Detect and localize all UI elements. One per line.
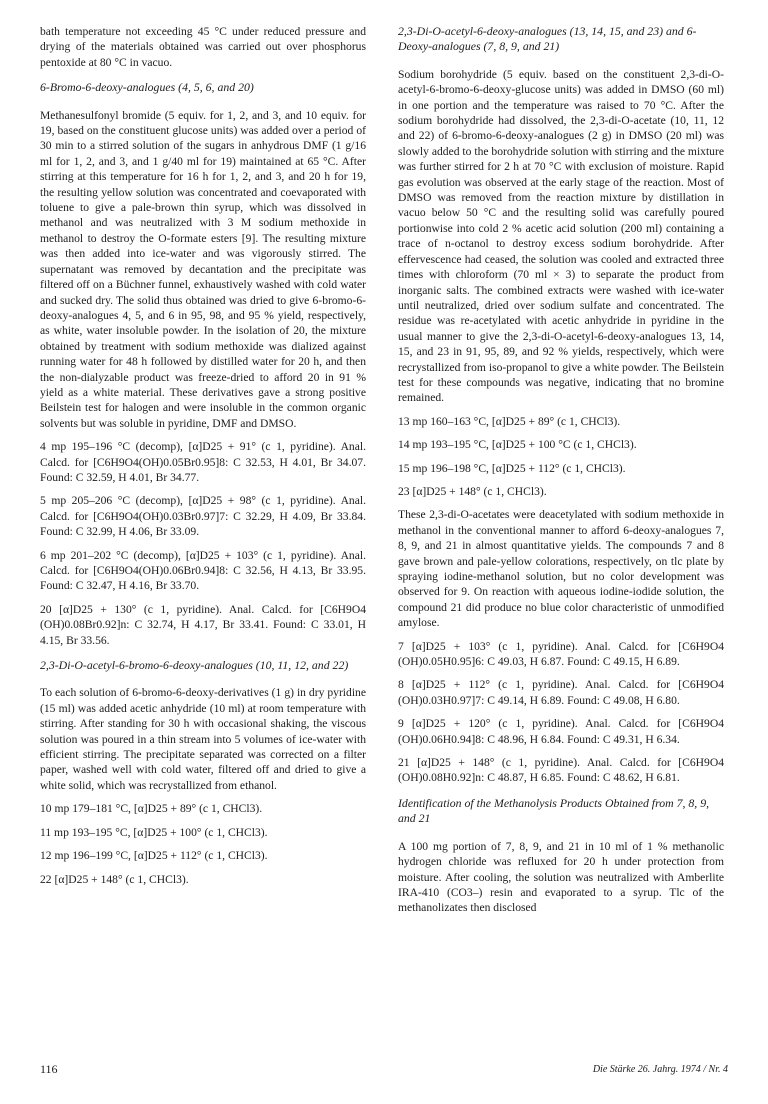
compound-entry-10: 10 mp 179–181 °C, [α]D25 + 89° (c 1, CHCl3).	[40, 802, 263, 816]
intro-paragraph: bath temperature not exceeding 45 °C under reduced pressure and drying of the materials obtained was carried out over phosphorus pentoxide at 80 °C in vacuo.	[40, 25, 366, 69]
section-heading-acetyl-deoxy: 2,3-Di-O-acetyl-6-deoxy-analogues (13, 14, 15, and 23) and 6-Deoxy-analogues (7, 8, 9, and 21)	[398, 24, 697, 54]
compound-entry-4: 4 mp 195–196 °C (decomp), [α]D25 + 91° (c 1, pyridine). Anal. Calcd. for [C6H9O4(OH)0.05Br0.95]8: C 32.53, H 4.01, Br 34.07. Found: C 32.59, H 4.01, Br 34.77.	[40, 440, 366, 484]
compound-entry-15: 15 mp 196–198 °C, [α]D25 + 112° (c 1, CHCl3).	[398, 461, 626, 475]
bromo-paragraph: Methanesulfonyl bromide (5 equiv. for 1, 2, and 3, and 10 equiv. for 19, based on the constituent glucose units) was added over a period of 30 min to a stirred solution of the sugars in anhydrous DMF (1 g/16 ml for 1, 2, and 3, and 1 g/40 ml for 19) maintained at 65 °C. After stirring at this temperature for 16 h for 1, 2, and 3, and 20 h for 19, the resulting yellow solution was concentrated and coevaporated with toluene to give a pale-brown thin syrup, which was dissolved in methanol and was neutralized with 3 M sodium methoxide in methanol to destroy the O-formate esters [9]. The resulting mixture was then added into ice-water and was vigorously stirred. The supernatant was removed by decantation and the precipitate was filtered off on a Büchner funnel, exhaustively washed with cold water and sucked dry. The solid thus obtained was dried to give 6-bromo-6-deoxy-analogues 4, 5, and 6 in 95, 98, and 95 % yield, respectively, as white, water insoluble powder. In the isolation of 20, the mixture obtained by treatment with sodium methoxide was dialized against running water for 48 h followed by distilled water for 20 h, and then the non-dialyzable product was freeze-dried to afford 20 in 91 % yield as a white material. These derivatives gave a strong positive Beilstein test for halogen and were insoluble in the common organic solvents but was soluble in pyridine, DMF and DMSO.	[40, 108, 366, 430]
compound-entry-5: 5 mp 205–206 °C (decomp), [α]D25 + 98° (c 1, pyridine). Anal. Calcd. for [C6H9O4(OH)0.03Br0.97]7: C 32.29, H 4.09, Br 33.84. Found: C 32.99, H 4.06, Br 33.09.	[40, 494, 366, 539]
deacetylation-paragraph: These 2,3-di-O-acetates were deacetylated with sodium methoxide in methanol in the conventional manner to afford 6-deoxy-analogues 7, 8, 9, and 21 in almost quantitative yields. The compounds 7 and 8 gave brown and pale-yellow colorations, respectively, on tlc plate by spraying iodine-methanol solution, but no color development was observed for 9. On reaction with aqueous iodine-iodide solution, the compound 21 did produce no blue color characteristic of unmodified amylose.	[398, 508, 724, 630]
compound-entry-6: 6 mp 201–202 °C (decomp), [α]D25 + 103° (c 1, pyridine). Anal. Calcd. for [C6H9O4(OH)0.06Br0.94]8: C 32.56, H 4.13, Br 33.95. Found: C 32.47, H 4.16, Br 33.70.	[40, 548, 366, 593]
compound-entry-9: 9 [α]D25 + 120° (c 1, pyridine). Anal. Calcd. for [C6H9O4 (OH)0.06H0.94]8: C 48.96, H 6.84. Found: C 49.31, H 6.34.	[398, 717, 724, 746]
acetyl-bromo-paragraph: To each solution of 6-bromo-6-deoxy-derivatives (1 g) in dry pyridine (15 ml) was added acetic anhydride (10 ml) at room temperature with stirring. After standing for 30 h with occasional shaking, the viscous solution was poured in a thin stream into 5 volumes of ice-water with efficient stirring. The precipitate separated was corrected on a filter paper, washed well with cold water, filtered off and dried to give a white solid, which was recrystallized from ethanol.	[40, 686, 366, 792]
compound-entry-21: 21 [α]D25 + 148° (c 1, pyridine). Anal. Calcd. for [C6H9O4 (OH)0.08H0.92]n: C 48.87, H 6.85. Found: C 48.62, H 6.81.	[398, 756, 724, 785]
compound-entry-22: 22 [α]D25 + 148° (c 1, CHCl3).	[40, 872, 189, 886]
compound-entry-23: 23 [α]D25 + 148° (c 1, CHCl3).	[398, 484, 547, 498]
section-heading-methanolysis: Identification of the Methanolysis Products Obtained from 7, 8, 9, and 21	[398, 795, 710, 826]
compound-entry-20: 20 [α]D25 + 130° (c 1, pyridine). Anal. Calcd. for [C6H9O4 (OH)0.08Br0.92]n: C 32.74, H 4.17, Br 33.41. Found: C 33.01, H 4.15, Br 33.56.	[40, 602, 366, 647]
section-heading-bromo: 6-Bromo-6-deoxy-analogues (4, 5, 6, and 20)	[40, 80, 254, 95]
compound-entry-12: 12 mp 196–199 °C, [α]D25 + 112° (c 1, CHCl3).	[40, 849, 268, 863]
borohydride-paragraph: Sodium borohydride (5 equiv. based on the constituent 2,3-di-O-acetyl-6-bromo-6-deoxy-glucose units) was added in DMSO (60 ml) in one portion and the temperature was raised to 70 °C. After the sodium borohydride had dissolved, the 2,3-di-O-acetate (10, 11, 12 and 22) of 6-bromo-6-deoxy-analogues (2 g) in DMSO (20 ml) was slowly added to the borohydride solution with stirring and the mixture was further stirred for 2 h at 70 °C with exclusion of moisture. Rapid gas evolution was observed at the early stage of the reaction. Most of DMSO was removed from the reaction mixture by distillation in vacuo below 50 °C and the resulting solid was carefully poured portionwise into cold 2 % acetic acid solution (200 ml) containing a trace of n-octanol to destroy excess sodium borohydride. After effervescence had ceased, the solution was cooled and extracted three times with chloroform (70 ml × 3) to separate the product from inorganic salts. The combined extracts were washed with ice-water until neutralized, dried over sodium sulfate and concentrated. The residue was re-acetylated with acetic anhydride in pyridine in the usual manner to give the 2,3-di-O-acetyl-6-deoxy-analogues 13, 14, 15, and 23 in 91, 95, 89, and 92 % yields, respectively, which were recrystallized from iso-propanol to give a white powder. The Beilstein test for these compounds was negative, indicating that no bromine remained.	[398, 67, 724, 405]
journal-footer: Die Stärke 26. Jahrg. 1974 / Nr. 4	[592, 1064, 728, 1075]
compound-entry-7: 7 [α]D25 + 103° (c 1, pyridine). Anal. Calcd. for [C6H9O4 (OH)0.05H0.95]6: C 49.03, H 6.87. Found: C 49.15, H 6.89.	[398, 639, 724, 669]
compound-entry-13: 13 mp 160–163 °C, [α]D25 + 89° (c 1, CHCl3).	[398, 414, 621, 428]
compound-entry-8: 8 [α]D25 + 112° (c 1, pyridine). Anal. Calcd. for [C6H9O4 (OH)0.03H0.97]7: C 49.14, H 6.89. Found: C 49.08, H 6.80.	[398, 678, 724, 707]
section-heading-acetyl-bromo: 2,3-Di-O-acetyl-6-bromo-6-deoxy-analogues (10, 11, 12, and 22)	[40, 658, 349, 673]
compound-entry-11: 11 mp 193–195 °C, [α]D25 + 100° (c 1, CHCl3).	[40, 825, 268, 839]
methanolysis-paragraph: A 100 mg portion of 7, 8, 9, and 21 in 10 ml of 1 % methanolic hydrogen chloride was refluxed for 20 h under protection from moisture. After cooling, the solution was neutralized with Amberlite IRA-410 (CO3–) resin and evaporated to a syrup. Tlc of the methanolizates then disclosed	[398, 839, 724, 915]
page-number: 116	[40, 1062, 58, 1076]
left-column	[40, 24, 366, 895]
compound-entry-14: 14 mp 193–195 °C, [α]D25 + 100 °C (c 1, CHCl3).	[398, 438, 637, 452]
right-column	[398, 24, 724, 924]
